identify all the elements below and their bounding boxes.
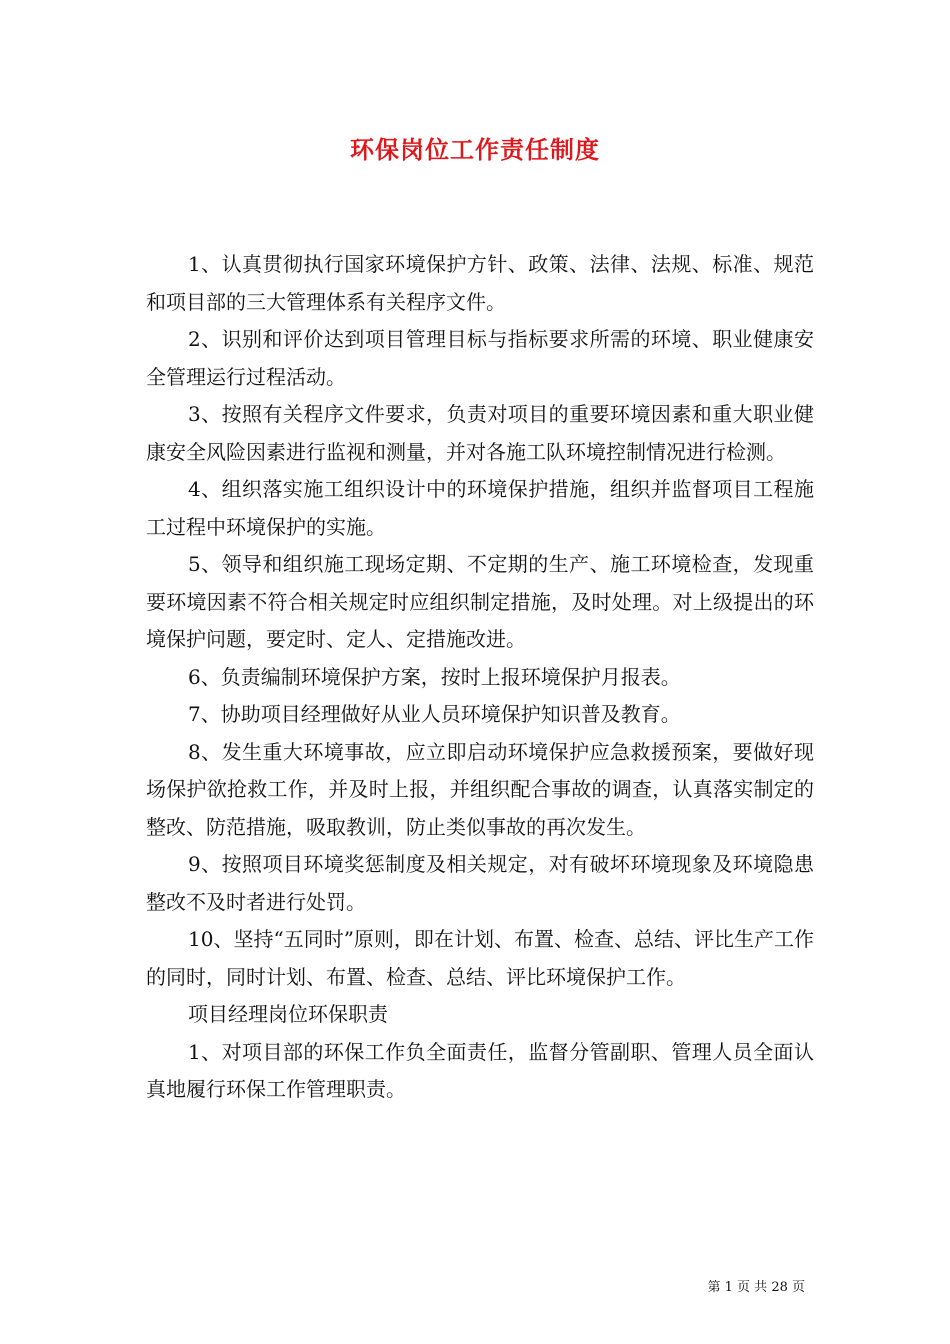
document-title: 环保岗位工作责任制度: [350, 135, 600, 164]
paragraph-2: 2、识别和评价达到项目管理目标与指标要求所需的环境、职业健康安全管理运行过程活动。: [146, 327, 814, 389]
paragraph-9: 9、按照项目环境奖惩制度及相关规定，对有破坏环境现象及环境隐患整改不及时者进行处罚。: [146, 852, 814, 914]
paragraph-6: 6、负责编制环境保护方案，按时上报环境保护月报表。: [188, 664, 681, 689]
paragraph-10: 10、坚持“五同时”原则，即在计划、布置、检查、总结、评比生产工作的同时，同时计划、布置、检查、总结、评比环境保护工作。: [146, 927, 814, 989]
paragraph-5: 5、领导和组织施工现场定期、不定期的生产、施工环境检查，发现重要环境因素不符合相关规定时应组织制定措施，及时处理。对上级提出的环境保护问题，要定时、定人、定措施改进。: [146, 552, 814, 651]
paragraph-7: 7、协助项目经理做好从业人员环境保护知识普及教育。: [188, 702, 681, 726]
paragraph-11: 1、对项目部的环保工作负全面责任，监督分管副职、管理人员全面认真地履行环保工作管理职责。: [146, 1039, 814, 1101]
page-number-footer: 第 1 页 共 28 页: [707, 1280, 805, 1295]
document-body: [146, 246, 814, 1109]
paragraph-3: 3、按照有关程序文件要求，负责对项目的重要环境因素和重大职业健康安全风险因素进行监视和测量，并对各施工队环境控制情况进行检测。: [146, 402, 814, 464]
paragraph-1: 1、认真贯彻执行国家环境保护方针、政策、法律、法规、标准、规范和项目部的三大管理体系有关程序文件。: [146, 252, 814, 314]
section-heading: 项目经理岗位环保职责: [188, 1002, 388, 1026]
paragraph-8: 8、发生重大环境事故，应立即启动环境保护应急救援预案，要做好现场保护欲抢救工作，并及时上报，并组织配合事故的调查，认真落实制定的整改、防范措施，吸取教训，防止类似事故的再次发生。: [146, 739, 814, 839]
paragraph-4: 4、组织落实施工组织设计中的环境保护措施，组织并监督项目工程施工过程中环境保护的实施。: [146, 477, 814, 539]
